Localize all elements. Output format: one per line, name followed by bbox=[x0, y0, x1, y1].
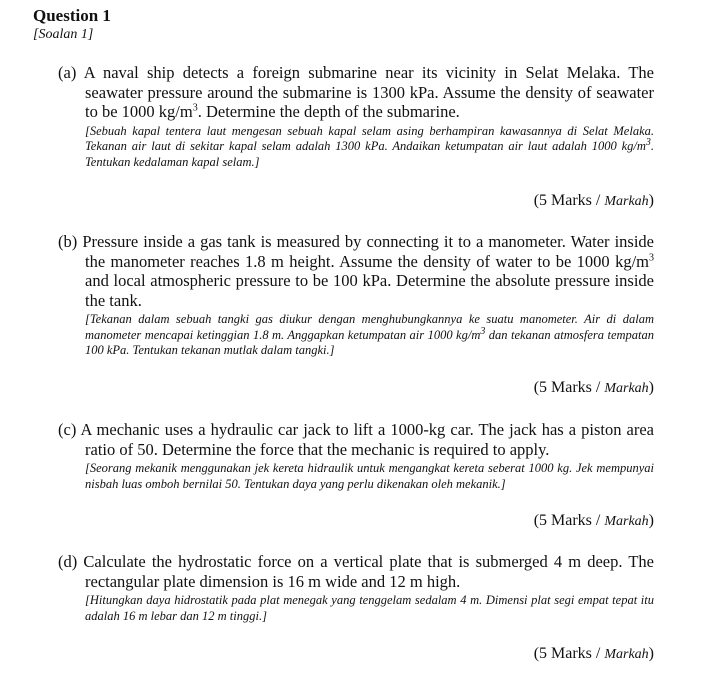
part-d-english: (d) Calculate the hydrostatic force on a vertical plate that is submerged 4 m deep. The rectangular plate dimension is 16 m wide and 12 m high. bbox=[58, 552, 655, 591]
part-a bbox=[58, 63, 654, 170]
part-d bbox=[58, 552, 654, 624]
part-c-malay: [Seorang mekanik menggunakan jek kereta hidraulik untuk mengangkat kereta seberat 1000 kg. Jek mempunyai nisbah luas omboh bernilai 50. Tentukan daya yang perlu dikenakan oleh mekanik.] bbox=[85, 461, 654, 491]
part-c-marks: (5 Marks / Markah) bbox=[533, 512, 654, 529]
part-b-malay: [Tekanan dalam sebuah tangki gas diukur dengan menghubungkannya ke suatu manometer. Air di dalam manometer mencapai ketinggian 1.8 m. Anggapkan ketumpatan air 1000 $kg/m^3$ dan tekanan atmosfera tempatan 100 kPa. Tentukan tekanan mutlak dalam tangki.] bbox=[85, 312, 655, 357]
part-c-label: (c) bbox=[58, 420, 77, 439]
part-b bbox=[58, 232, 654, 359]
part-a-malay: [Sebuah kapal tentera laut mengesan sebuah kapal selam asing berhampiran kawasannya di Selat Melaka. Tekanan air laut di sekitar kapal selam adalah 1300 kPa. Andaikan ketumpatan air laut adalah 1000 $kg/m^3$. Tentukan kedalaman kapal selam.] bbox=[85, 123, 654, 169]
question-subtitle: [Soalan 1] bbox=[33, 27, 94, 42]
part-b-label: (b) bbox=[58, 232, 78, 251]
part-d-malay: [Hitungkan daya hidrostatik pada plat menegak yang tenggelam sedalam 4 m. Dimensi plat segi empat tepat itu adalah 16 m lebar dan 12 m tinggi.] bbox=[85, 593, 654, 623]
part-b-english: (b) Pressure inside a gas tank is measured by connecting it to a manometer. Water inside the manometer reaches 1.8 m height. Assume the density of water to be 1000 $kg/m^3$ and local atmospheric pressure to be 100 kPa. Determine the absolute pressure inside the tank. bbox=[58, 232, 655, 310]
part-a-label: (a) bbox=[58, 63, 77, 82]
part-c bbox=[58, 420, 654, 492]
part-a-marks: (5 Marks / Markah) bbox=[533, 192, 654, 209]
part-c-english: (c) A mechanic uses a hydraulic car jack to lift a 1000-kg car. The jack has a piston area ratio of 50. Determine the force that the mechanic is required to apply. bbox=[58, 420, 655, 459]
part-b-marks: (5 Marks / Markah) bbox=[533, 379, 654, 396]
part-a-english: (a) A naval ship detects a foreign submarine near its vicinity in Selat Melaka. The seawater pressure around the submarine is 1300 kPa. Assume the density of seawater to be 1000 $kg/m^3$. Determine the depth of the submarine. bbox=[58, 63, 654, 121]
question-title: Question 1 bbox=[33, 6, 111, 25]
part-d-label: (d) bbox=[58, 552, 78, 571]
part-d-marks: (5 Marks / Markah) bbox=[533, 645, 654, 662]
